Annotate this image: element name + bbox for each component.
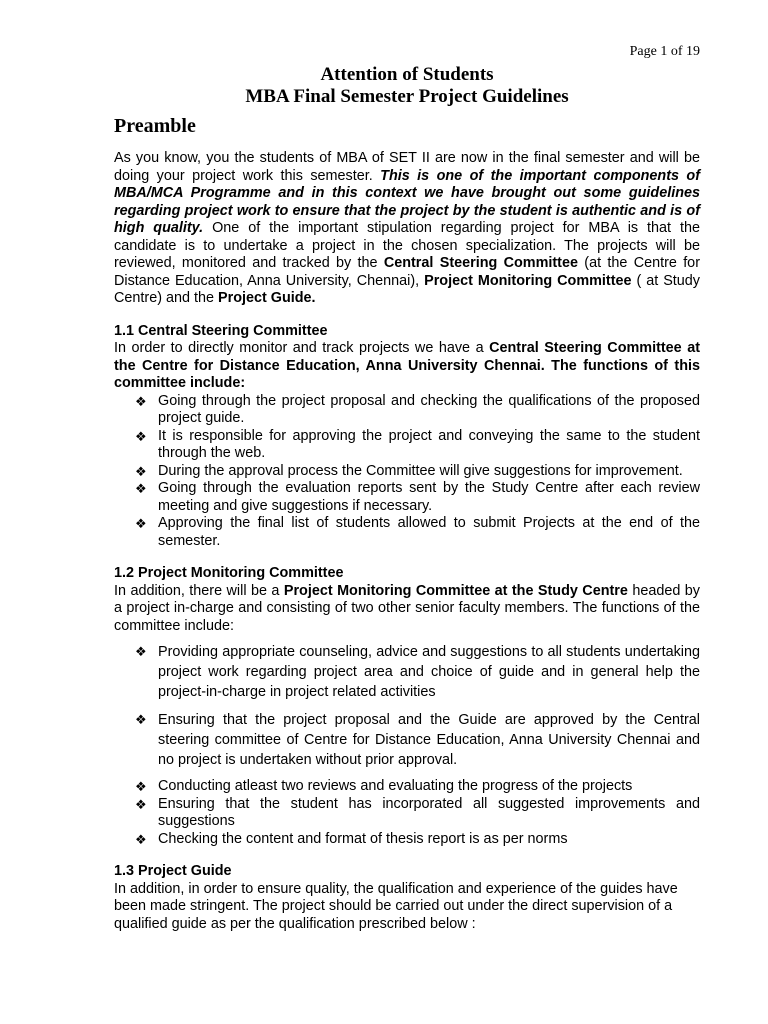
diamond-bullet-icon: ❖ xyxy=(135,428,147,444)
preamble-emphasis: This is one of the important components of MBA/MCA Programme and in this context we have brought out some guidelines regarding project work to ensure that the project by the student is authentic and is of high quality. xyxy=(114,167,701,236)
list-item-text: Ensuring that the project proposal and the Guide are approved by the Central steering committee of Centre for Distance Education, Anna University Chennai and no project is undertaken without prior approval. xyxy=(158,712,700,768)
list-item-text: Conducting atleast two reviews and evaluating the progress of the projects xyxy=(158,778,633,794)
list-item-text: Going through the project proposal and checking the qualifications of the proposed project guide. xyxy=(158,392,700,426)
diamond-bullet-icon: ❖ xyxy=(135,463,147,479)
list-item xyxy=(114,480,700,515)
preamble-pmc: Project Monitoring Committee xyxy=(424,272,632,289)
list-item xyxy=(114,778,700,796)
preamble-csc: Central Steering Committee xyxy=(383,255,578,271)
preamble-text-1: As you know, you the students of MBA of SET II are now in the final semester and will be doing your project work this semester. xyxy=(114,150,700,184)
diamond-bullet-icon: ❖ xyxy=(135,644,147,659)
diamond-bullet-icon: ❖ xyxy=(135,779,147,794)
section-1-heading: 1.1 Central Steering Committee xyxy=(114,322,328,339)
section-2-heading: 1.2 Project Monitoring Committee xyxy=(114,565,344,581)
preamble-heading: Preamble xyxy=(114,115,196,137)
preamble-text-3: One of the important stipulation regarding project for MBA is that the candidate is to undertake a project in the chosen specialization. The projects will be reviewed, monitored and tracked by the xyxy=(114,220,700,271)
list-item xyxy=(114,515,700,550)
list-item xyxy=(114,642,700,702)
diamond-bullet-icon: ❖ xyxy=(135,516,147,531)
list-item-text: Providing appropriate counseling, advice and suggestions to all students undertaking project work regarding project area and choice of guide and in general help the project-in-charge in project related activities xyxy=(158,644,700,700)
list-item xyxy=(114,393,700,428)
diamond-bullet-icon: ❖ xyxy=(135,712,147,727)
list-item xyxy=(114,796,700,831)
list-item-text: During the approval process the Committee will give suggestions for improvement. xyxy=(158,462,683,479)
title-line-2: MBA Final Semester Project Guidelines xyxy=(245,86,569,107)
list-item xyxy=(114,710,700,770)
section-2-intro xyxy=(114,583,700,636)
preamble-guide: Project Guide. xyxy=(218,290,316,306)
list-item-text: It is responsible for approving the project and conveying the same to the student through the web. xyxy=(158,427,700,461)
diamond-bullet-icon: ❖ xyxy=(135,831,147,847)
section-3-heading: 1.3 Project Guide xyxy=(114,863,232,879)
preamble-paragraph xyxy=(114,150,700,308)
diamond-bullet-icon: ❖ xyxy=(135,481,147,496)
section-2-intro-plain: In addition, there will be a xyxy=(114,582,284,599)
section-1-list xyxy=(114,393,700,551)
list-item-text: Checking the content and format of thesis report is as per norms xyxy=(158,830,568,847)
section-2-list xyxy=(114,642,700,848)
list-item-text: Approving the final list of students allowed to submit Projects at the end of the semester. xyxy=(158,515,700,549)
diamond-bullet-icon: ❖ xyxy=(135,796,147,812)
list-item xyxy=(114,831,700,849)
section-2-intro-bold: Project Monitoring Committee at the Study Centre xyxy=(283,582,628,599)
section-1-intro xyxy=(114,340,700,393)
document-title xyxy=(114,64,700,108)
list-item-text: Going through the evaluation reports sent by the Study Centre after each review meeting and give suggestions if necessary. xyxy=(158,480,700,514)
page-number: Page 1 of 19 xyxy=(629,44,700,59)
diamond-bullet-icon: ❖ xyxy=(135,393,147,409)
list-item xyxy=(114,463,700,481)
preamble-text-7: ( at Study Centre) and the xyxy=(114,272,700,306)
section-2-intro-rest: headed by a project in-charge and consisting of two other senior faculty members. The functions of the committee include: xyxy=(114,582,701,634)
list-item-text: Ensuring that the student has incorporated all suggested improvements and suggestions xyxy=(158,795,700,829)
title-line-1: Attention of Students xyxy=(320,64,494,85)
section-3-paragraph: In addition, in order to ensure quality, the qualification and experience of the guides have been made stringent. The project should be carried out under the direct supervision of a qualified guide as per the qualification prescribed below : xyxy=(114,880,678,932)
section-1-intro-bold: Central Steering Committee at the Centre for Distance Education, Anna University Chennai. The functions of this committee include: xyxy=(114,340,700,391)
preamble-text-5: (at the Centre for Distance Education, Anna University, Chennai), xyxy=(114,255,700,289)
section-1-intro-plain: In order to directly monitor and track projects we have a xyxy=(114,340,490,356)
list-item xyxy=(114,428,700,463)
